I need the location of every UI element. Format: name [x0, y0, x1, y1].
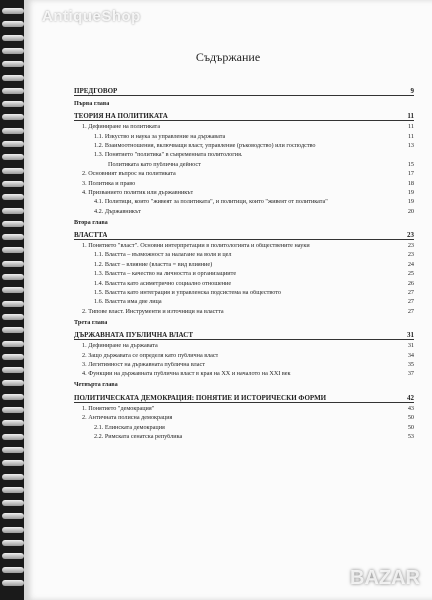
toc-entry-page: 24	[407, 260, 414, 268]
toc-entry	[74, 277, 414, 286]
toc-entry-page: 43	[407, 404, 414, 412]
binding-coil	[2, 354, 24, 360]
toc-entry	[74, 340, 414, 349]
toc-entry	[74, 159, 414, 168]
toc-entry-text: 4. Призванието политик или държавникът	[82, 189, 194, 196]
toc-entry	[74, 196, 414, 205]
toc-entry-text: 1.4. Властта като асиметрично социално отношение	[94, 280, 232, 287]
binding-coil	[2, 341, 24, 347]
toc-entry-text: 1. Дефиниране на държавата	[82, 343, 158, 350]
toc-entry	[74, 240, 414, 249]
toc-entry-page: 19	[407, 188, 414, 196]
toc-entry-text: ТЕОРИЯ НА ПОЛИТИКАТА	[74, 113, 168, 120]
toc-entry-text: 2.1. Елинската демокрация	[94, 424, 165, 431]
binding-coil	[2, 194, 24, 200]
toc-entry	[74, 149, 414, 158]
toc-entry-text: 2.2. Римската сенатска република	[94, 433, 183, 440]
binding-coil	[2, 513, 24, 519]
chapter-label	[74, 316, 414, 326]
binding-coil	[2, 141, 24, 147]
toc-entry	[74, 368, 414, 377]
toc-entry	[74, 259, 414, 268]
toc-entry-text: Трета глава	[74, 319, 108, 326]
toc-entry-page: 23	[407, 242, 414, 250]
toc-entry-text: 1.6. Властта има две лица	[94, 299, 162, 306]
binding-coil	[2, 474, 24, 480]
watermark-bottom: BAZAR	[350, 567, 420, 589]
toc-entry-text: ПРЕДГОВОР	[74, 88, 118, 95]
toc-entry-text: 1.1. Изкуство и наука за управление на държавата	[94, 133, 226, 140]
toc-entry	[74, 140, 414, 149]
toc-entry	[74, 403, 414, 412]
binding-coil	[2, 394, 24, 400]
toc-entry-page: 37	[407, 370, 414, 378]
binding-coil	[2, 567, 24, 573]
toc-entry-page: 53	[407, 432, 414, 440]
toc-entry-text: 1.3. Властта – качество на личността и организациите	[94, 271, 237, 278]
toc-entry-page: 31	[407, 331, 414, 340]
spiral-binding	[0, 0, 26, 600]
toc-entry	[74, 391, 414, 403]
toc-entry-text: Втора глава	[74, 219, 108, 226]
toc-entry-page: 42	[407, 393, 414, 402]
toc-entry	[74, 296, 414, 305]
toc-entry-text: 1. Понятието "власт". Основни интерпретации в политологията и обществените науки	[82, 243, 310, 250]
toc-entry-page: 15	[407, 160, 414, 168]
toc-entry-page: 9	[410, 87, 414, 95]
toc-entry	[74, 109, 414, 121]
toc-entry	[74, 268, 414, 277]
toc-entry	[74, 421, 414, 430]
toc-entry-text: 2. Античната полисна демокрация	[82, 415, 173, 422]
toc-entry-page: 35	[407, 361, 414, 368]
binding-coil	[2, 181, 24, 187]
binding-coil	[2, 75, 24, 81]
page-title: Съдържание	[195, 50, 261, 64]
binding-coil	[2, 21, 24, 27]
toc-entry	[74, 187, 414, 196]
toc-entry	[74, 177, 414, 186]
toc-entry	[74, 349, 414, 358]
toc-entry	[74, 130, 414, 139]
toc-entry-page: 11	[408, 123, 414, 131]
binding-coil	[2, 247, 24, 253]
binding-coil	[2, 234, 24, 240]
toc-entry-text: 1. Понятието "демокрация"	[82, 405, 155, 412]
toc-entry-page: 26	[407, 279, 414, 287]
toc-entry	[74, 359, 414, 368]
binding-coil	[2, 500, 24, 506]
chapter-label	[74, 97, 414, 107]
toc-entry-page: 27	[407, 289, 414, 297]
binding-coil	[2, 154, 24, 160]
binding-coil	[2, 314, 24, 320]
toc-entry	[74, 84, 414, 96]
toc-entry	[74, 431, 414, 440]
binding-coil	[2, 8, 24, 14]
binding-coil	[2, 48, 24, 54]
toc-entry-text: ДЪРЖАВНАТА ПУБЛИЧНА ВЛАСТ	[74, 332, 193, 340]
toc-entry-page: 23	[407, 230, 414, 239]
toc-entry-page: 50	[407, 414, 414, 422]
toc-entry-text: Четвърта глава	[74, 382, 118, 389]
binding-coil	[2, 221, 24, 227]
watermark-top: AntiqueShop	[42, 8, 141, 25]
binding-coil	[2, 88, 24, 94]
binding-coil	[2, 527, 24, 533]
binding-coil	[2, 101, 24, 107]
toc-entry	[74, 121, 414, 130]
toc-entry-page: 50	[407, 423, 414, 431]
toc-entry	[74, 168, 414, 177]
chapter-label	[74, 216, 414, 226]
binding-coil	[2, 35, 24, 41]
toc-entry-text: 4.2. Държавникът	[94, 208, 141, 215]
binding-coil	[2, 367, 24, 373]
toc-entry-page: 11	[407, 112, 414, 120]
toc-entry-text: 1.1. Властта – възможност за налагане на воля и цел	[94, 252, 232, 259]
toc-entry-text: 4. Функции на държавната публична власт в края на XX и началото на XXI век	[82, 371, 291, 378]
toc-entry-text: 1.5. Властта като интеграция и управленска подсистема на обществото	[94, 290, 281, 297]
binding-coil	[2, 487, 24, 493]
toc-entry-page: 23	[407, 251, 414, 259]
binding-coil	[2, 114, 24, 120]
toc-entry-page: 27	[407, 298, 414, 306]
toc-entry-text: Първа глава	[74, 100, 110, 107]
toc-entry-page: 31	[407, 342, 414, 350]
binding-coil	[2, 287, 24, 293]
binding-coil	[2, 434, 24, 440]
binding-coil	[2, 407, 24, 413]
toc-entry-page: 20	[407, 207, 414, 215]
binding-coil	[2, 168, 24, 174]
toc-entry-text: 1.3. Понятието "политика" в съвременната политология.	[94, 152, 243, 159]
toc-entry	[74, 306, 414, 315]
binding-coil	[2, 208, 24, 214]
toc-entry-page: 34	[407, 351, 414, 359]
toc-entry	[74, 249, 414, 258]
toc-entry-text: 4.1. Политици, които "живеят за политиката", и политици, които "живеят от политиката"	[94, 199, 328, 206]
binding-coil	[2, 580, 24, 586]
binding-coil	[2, 460, 24, 466]
binding-coil	[2, 61, 24, 67]
toc-entry-text: 3. Легитимност на държавната публична власт	[82, 362, 205, 368]
chapter-label	[74, 379, 414, 389]
binding-coil	[2, 261, 24, 267]
toc-entry-page: 17	[407, 170, 414, 178]
binding-coil	[2, 447, 24, 453]
binding-coil	[2, 327, 24, 333]
toc-entry	[74, 228, 414, 240]
toc-entry-text: ПОЛИТИЧЕСКАТА ДЕМОКРАЦИЯ: ПОНЯТИЕ И ИСТОРИЧЕСКИ ФОРМИ	[74, 394, 327, 402]
toc-entry-page: 18	[407, 179, 414, 187]
toc-entry-text: 1.2. Власт – влияние (властта = вид влияние)	[94, 261, 213, 268]
toc-entry-text: Политиката като публична дейност	[108, 161, 201, 168]
toc-entry-text: 1. Дефиниране на политиката	[82, 124, 161, 131]
toc-entry-text: 2. Типове власт. Инструменти и източници на властта	[82, 308, 224, 315]
toc-entry-page: 11	[408, 132, 414, 140]
toc-entry-text: 1.2. Взаимоотношения, включващи власт, управление (ръководство) или господство	[94, 142, 316, 149]
binding-coil	[2, 380, 24, 386]
toc-entry	[74, 328, 414, 340]
binding-coil	[2, 540, 24, 546]
toc-entry-text: 2. Основният въпрос на политиката	[82, 171, 176, 178]
toc-entry-page: 27	[407, 307, 414, 315]
toc-entry-text: ВЛАСТТА	[74, 231, 108, 239]
toc-entry-text: 2. Защо държавата се определя като публична власт	[82, 352, 219, 359]
toc-entry	[74, 412, 414, 421]
toc-entry-page: 25	[407, 270, 414, 278]
table-of-contents	[74, 82, 414, 440]
binding-coil	[2, 128, 24, 134]
toc-entry-page: 19	[407, 198, 414, 206]
binding-coil	[2, 420, 24, 426]
toc-entry-page: 13	[407, 141, 414, 149]
toc-entry	[74, 287, 414, 296]
toc-entry-text: 3. Политика и право	[82, 180, 136, 187]
binding-coil	[2, 274, 24, 280]
toc-entry	[74, 206, 414, 215]
binding-coil	[2, 301, 24, 307]
binding-coil	[2, 553, 24, 559]
